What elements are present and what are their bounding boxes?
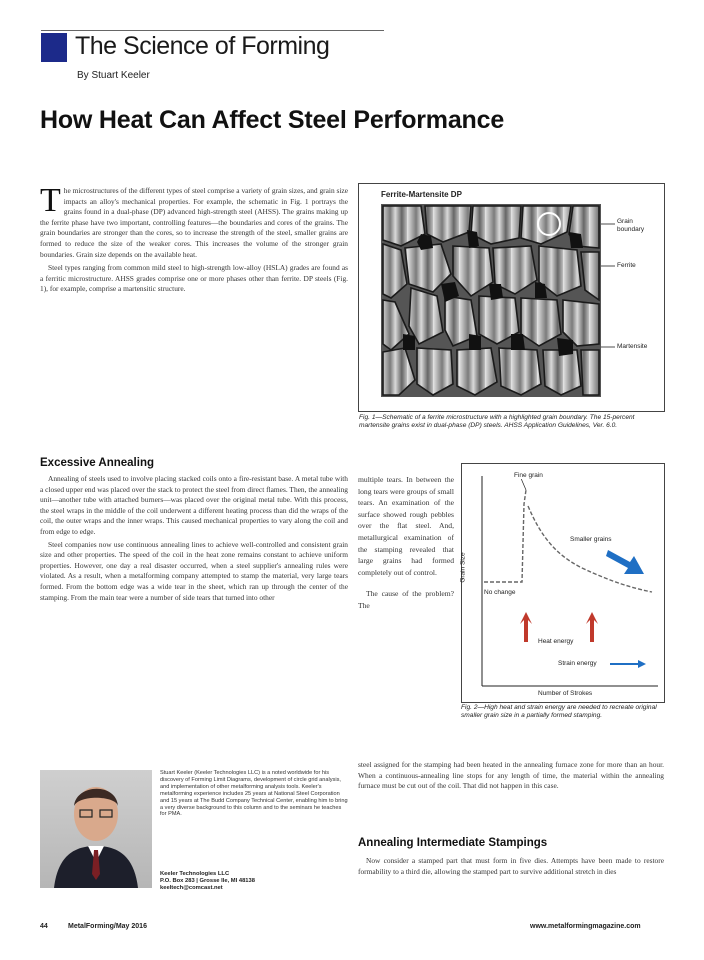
section1-paragraph-1: Annealing of steels used to involve placing stacked coils onto a fire-resistant base. A metal tube with a closed upper end was placed over the stack to protect the steel from direct flames. Then, the annealing unit—another tube with attached burners—was placed over the original metal tube. With this process, the steel wraps in the middle of the coil underwent a different heating process than did the wraps of the coil, the outer wraps and the inner wraps. This caused mechanical properties to vary along the coil and from edge to edge. [40,474,348,536]
footer-website: www.metalformingmagazine.com [530,923,641,930]
y-axis-label: Grain Size [459,552,467,583]
label-strain-energy: Strain energy [558,660,597,667]
continuation-text: steel assigned for the stamping had been heated in the annealing furnace zone for more than an hour. When a continuous-annealing line stops for any length of time, the material within the annealing furnace must be cut out of the coil. That did not happen in this case. [358,760,664,791]
section1-text [40,474,348,603]
figure-2-caption: Fig. 2—High heat and strain energy are needed to recreate original smaller grain size in a partially formed stamping. [461,704,657,720]
headline: How Heat Can Affect Steel Performance [40,106,505,134]
label-ferrite: Ferrite [617,262,636,269]
bio-address: P.O. Box 283 | Grosse Ile, MI 48138 [160,878,255,884]
figure-1-title: Ferrite-Martensite DP [381,190,462,199]
byline: By Stuart Keeler [77,70,150,81]
figure-1-caption: Fig. 1—Schematic of a ferrite microstructure with a highlighted grain boundary. The 15-percent martensite grains exist in dual-phase (DP) steels. AHSS Application Guidelines, Ver. 6.0. [359,414,635,430]
middle-column-paragraph: multiple tears. In between the long tears were groups of small tears. An examination of the surface showed rough pebbles over the flat steel. And, metallurgical examination of the stamping revealed that large grains had formed completely out of control. [358,475,454,577]
section-heading-annealing-intermediate: Annealing Intermediate Stampings [358,837,548,849]
bio-email: keeltech@comcast.net [160,885,223,891]
intro-paragraph-1-text: he microstructures of the different types of steel comprise a variety of grain sizes, and grain size impacts an alloy's mechanical properties. For example, the schematic in Fig. 1 portrays the grains found in a dual-phase (DP) advanced high-strength steel (AHSS). The grains making up the ferrite phase have two important, controlling features—the boundaries and cores of the grains. The grain boundaries are stronger than the cores, so to increase the strength of the steel, smaller grains are formed to reduce the size of the weaker cores. This increases the volume of the stronger grain boundaries. Grain size depends on the available heat. [40,186,348,259]
bio-text: Stuart Keeler (Keeler Technologies LLC) is a noted worldwide for his discovery of Forming Limit Diagrams, development of circle grid analysis, and implementation of other metalforming analysis tools. Keeler's metalforming experience includes 25 years at National Steel Corporation and 15 years at The Budd Company Technical Center, enabling him to bring a very diverse background to this column and to the seminars he teaches for PMA. [160,770,348,818]
label-grain-boundary: Grain boundary [617,218,645,233]
microstructure-image [381,204,601,397]
label-smaller-grains: Smaller grains [570,536,612,543]
section2-text: Now consider a stamped part that must form in five dies. Attempts have been made to restore formability to a third die, allowing the stamped part to survive additional stretch in dies [358,856,664,876]
x-axis-label: Number of Strokes [538,690,593,697]
section-header-accent [41,33,67,62]
label-heat-energy: Heat energy [538,638,574,645]
section-title: The Science of Forming [75,32,330,60]
author-bio-box [40,770,348,892]
section1-paragraph-2: Steel companies now use continuous annealing lines to achieve well-controlled and consistent grain size and other properties. The speed of the coil in the heat zone remains constant to achieve uniform properties. However, one day a real disaster occurred, when a steel supplier's annealing rules were violated. As a result, when a metalforming company attempted to stamp the material, very large tears formed. From the bottom edge was a wide tear in the sheet, which ran up through the center of the stamping. From the main tear were a number of side tears that turned into other [40,539,348,602]
intro-paragraph-2: Steel types ranging from common mild steel to high-strength low-alloy (HSLA) grades are found as a ferritic microstructure. AHSS grades comprise one or more phases other than ferrite. DP steels (Fig. 1), for example, comprise a martensitic structure. [40,263,348,294]
author-photo [40,770,152,888]
figure-2 [461,463,665,703]
intro-text [40,182,348,295]
footer-page-number: 44 [40,923,48,930]
dropcap: T [40,182,61,219]
figure-1 [358,183,665,412]
middle-column-text [358,474,454,612]
label-no-change: No change [484,589,516,596]
footer-publication: MetalForming/May 2016 [68,923,147,930]
label-fine-grain: Fine grain [514,472,543,479]
bio-company: Keeler Technologies LLC [160,871,230,877]
label-martensite: Martensite [617,343,648,350]
section-heading-excessive-annealing: Excessive Annealing [40,457,154,469]
middle-column-paragraph-2: The cause of the problem? The [358,589,454,610]
author-portrait [40,770,152,888]
intro-paragraph-1 [40,182,348,260]
section-header-bar [41,30,384,63]
